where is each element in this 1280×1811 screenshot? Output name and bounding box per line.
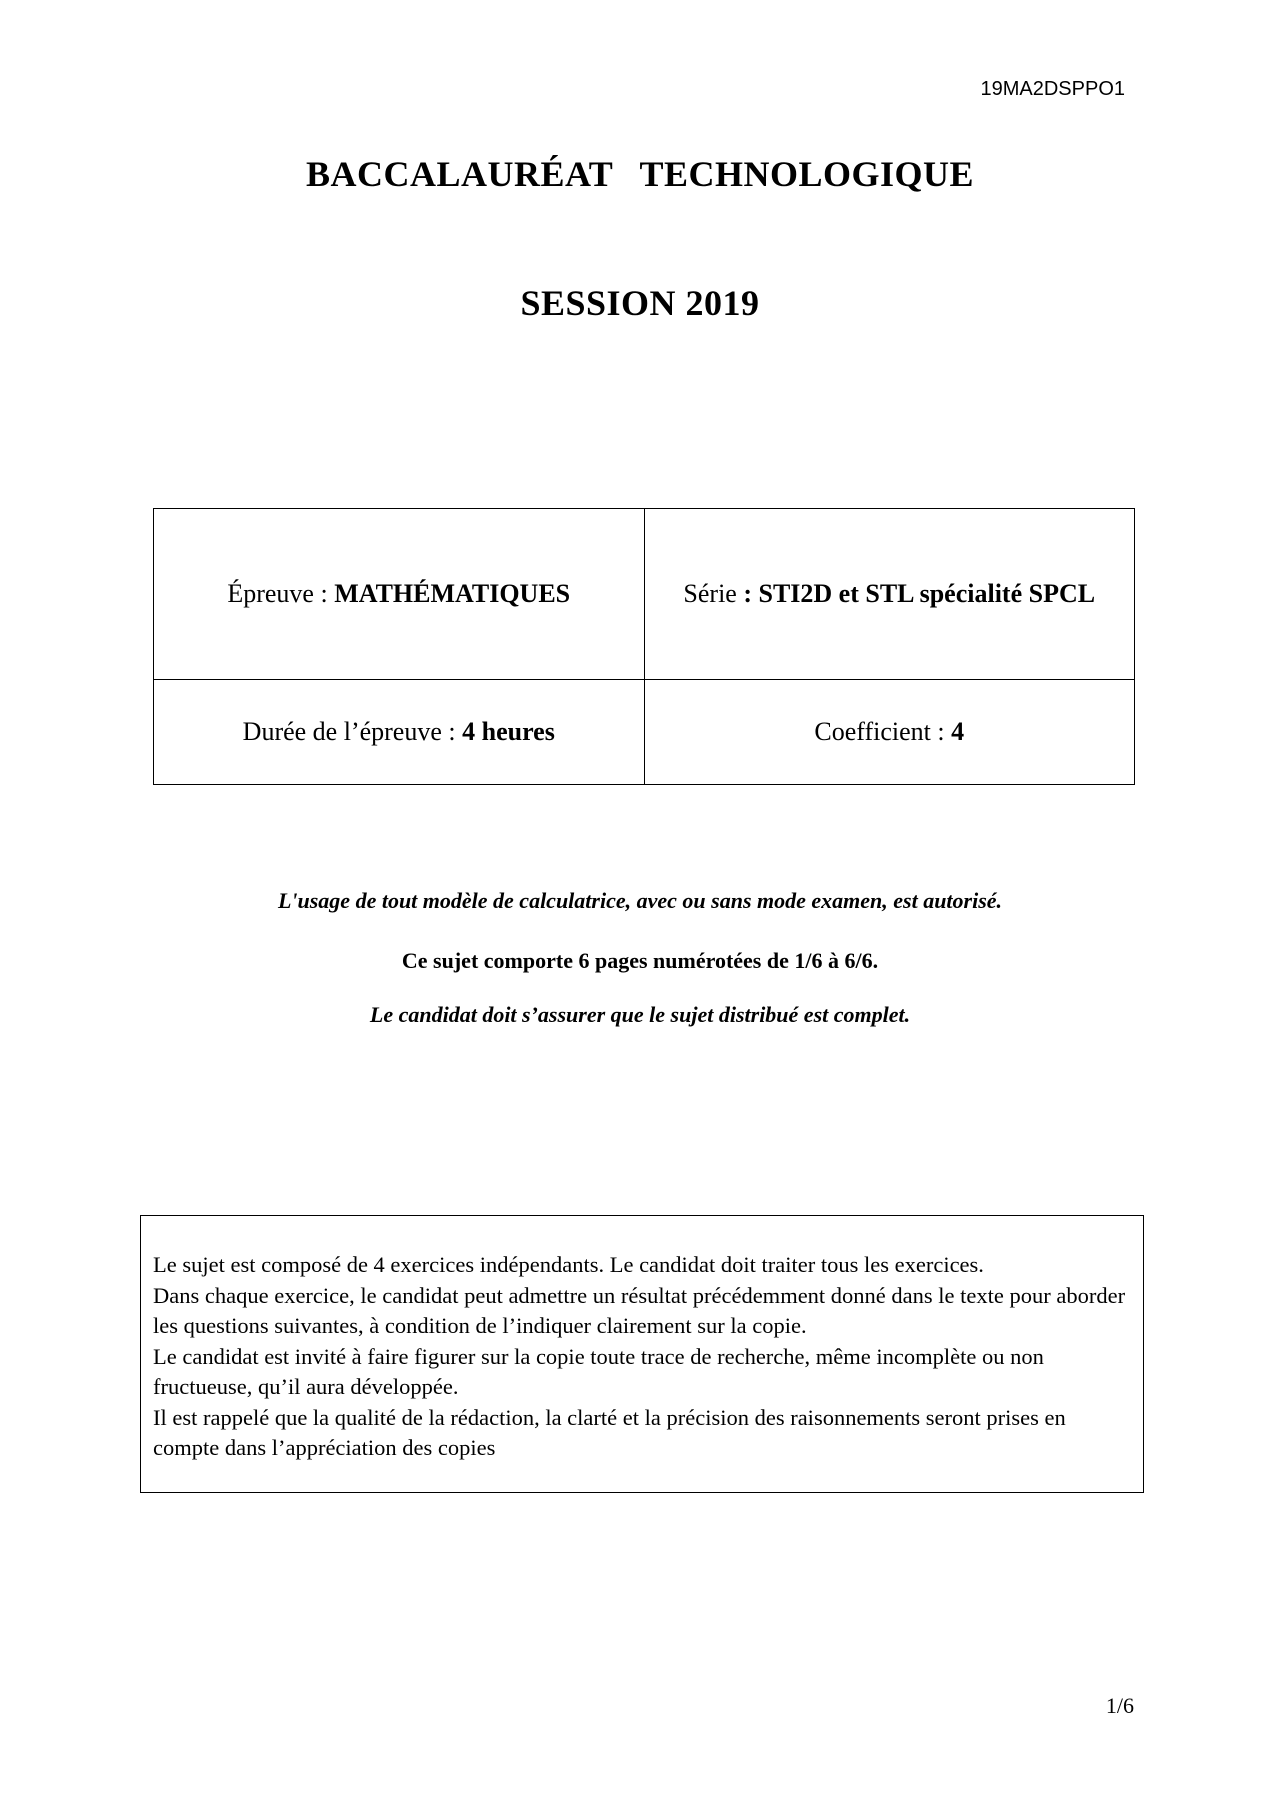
epreuve-label: Épreuve : bbox=[227, 579, 335, 608]
reference-code: 19MA2DSPPO1 bbox=[980, 78, 1125, 100]
serie-cell bbox=[644, 509, 1135, 680]
duree-label: Durée de l’épreuve : bbox=[242, 717, 463, 746]
coefficient-cell bbox=[644, 680, 1135, 785]
epreuve-value: MATHÉMATIQUES bbox=[334, 579, 571, 608]
table-row bbox=[154, 680, 1135, 785]
session-title: SESSION 2019 bbox=[520, 283, 760, 323]
page-title: BACCALAURÉAT TECHNOLOGIQUE bbox=[305, 154, 975, 194]
completeness-notice: Le candidat doit s’assurer que le sujet distribué est complet. bbox=[369, 1002, 911, 1027]
epreuve-cell bbox=[154, 509, 645, 680]
coefficient-label: Coefficient : bbox=[814, 717, 952, 746]
instruction-paragraph: Le candidat est invité à faire figurer sur la copie toute trace de recherche, même incomplète ou non fructueuse, qu’il aura développée. bbox=[153, 1343, 1044, 1399]
duree-cell bbox=[154, 680, 645, 785]
instruction-paragraph: Il est rappelé que la qualité de la rédaction, la clarté et la précision des raisonnements seront prises en compte dans l’appréciation des copies bbox=[153, 1404, 1066, 1460]
instructions-box bbox=[140, 1215, 1144, 1493]
instruction-paragraph: Dans chaque exercice, le candidat peut admettre un résultat précédemment donné dans le texte pour aborder les questions suivantes, à condition de l’indiquer clairement sur la copie. bbox=[153, 1282, 1126, 1338]
exam-info-table bbox=[153, 508, 1135, 785]
page-number: 1/6 bbox=[1105, 1693, 1134, 1718]
coefficient-value: 4 bbox=[951, 717, 965, 746]
serie-value: : STI2D et STL spécialité SPCL bbox=[743, 579, 1096, 608]
pages-notice: Ce sujet comporte 6 pages numérotées de 1/6 à 6/6. bbox=[401, 948, 879, 973]
calculator-notice: L'usage de tout modèle de calculatrice, avec ou sans mode examen, est autorisé. bbox=[277, 888, 1003, 913]
instruction-paragraph: Le sujet est composé de 4 exercices indépendants. Le candidat doit traiter tous les exercices. bbox=[153, 1252, 984, 1277]
duree-value: 4 heures bbox=[462, 717, 555, 746]
serie-label: Série bbox=[683, 579, 744, 608]
table-row bbox=[154, 509, 1135, 680]
